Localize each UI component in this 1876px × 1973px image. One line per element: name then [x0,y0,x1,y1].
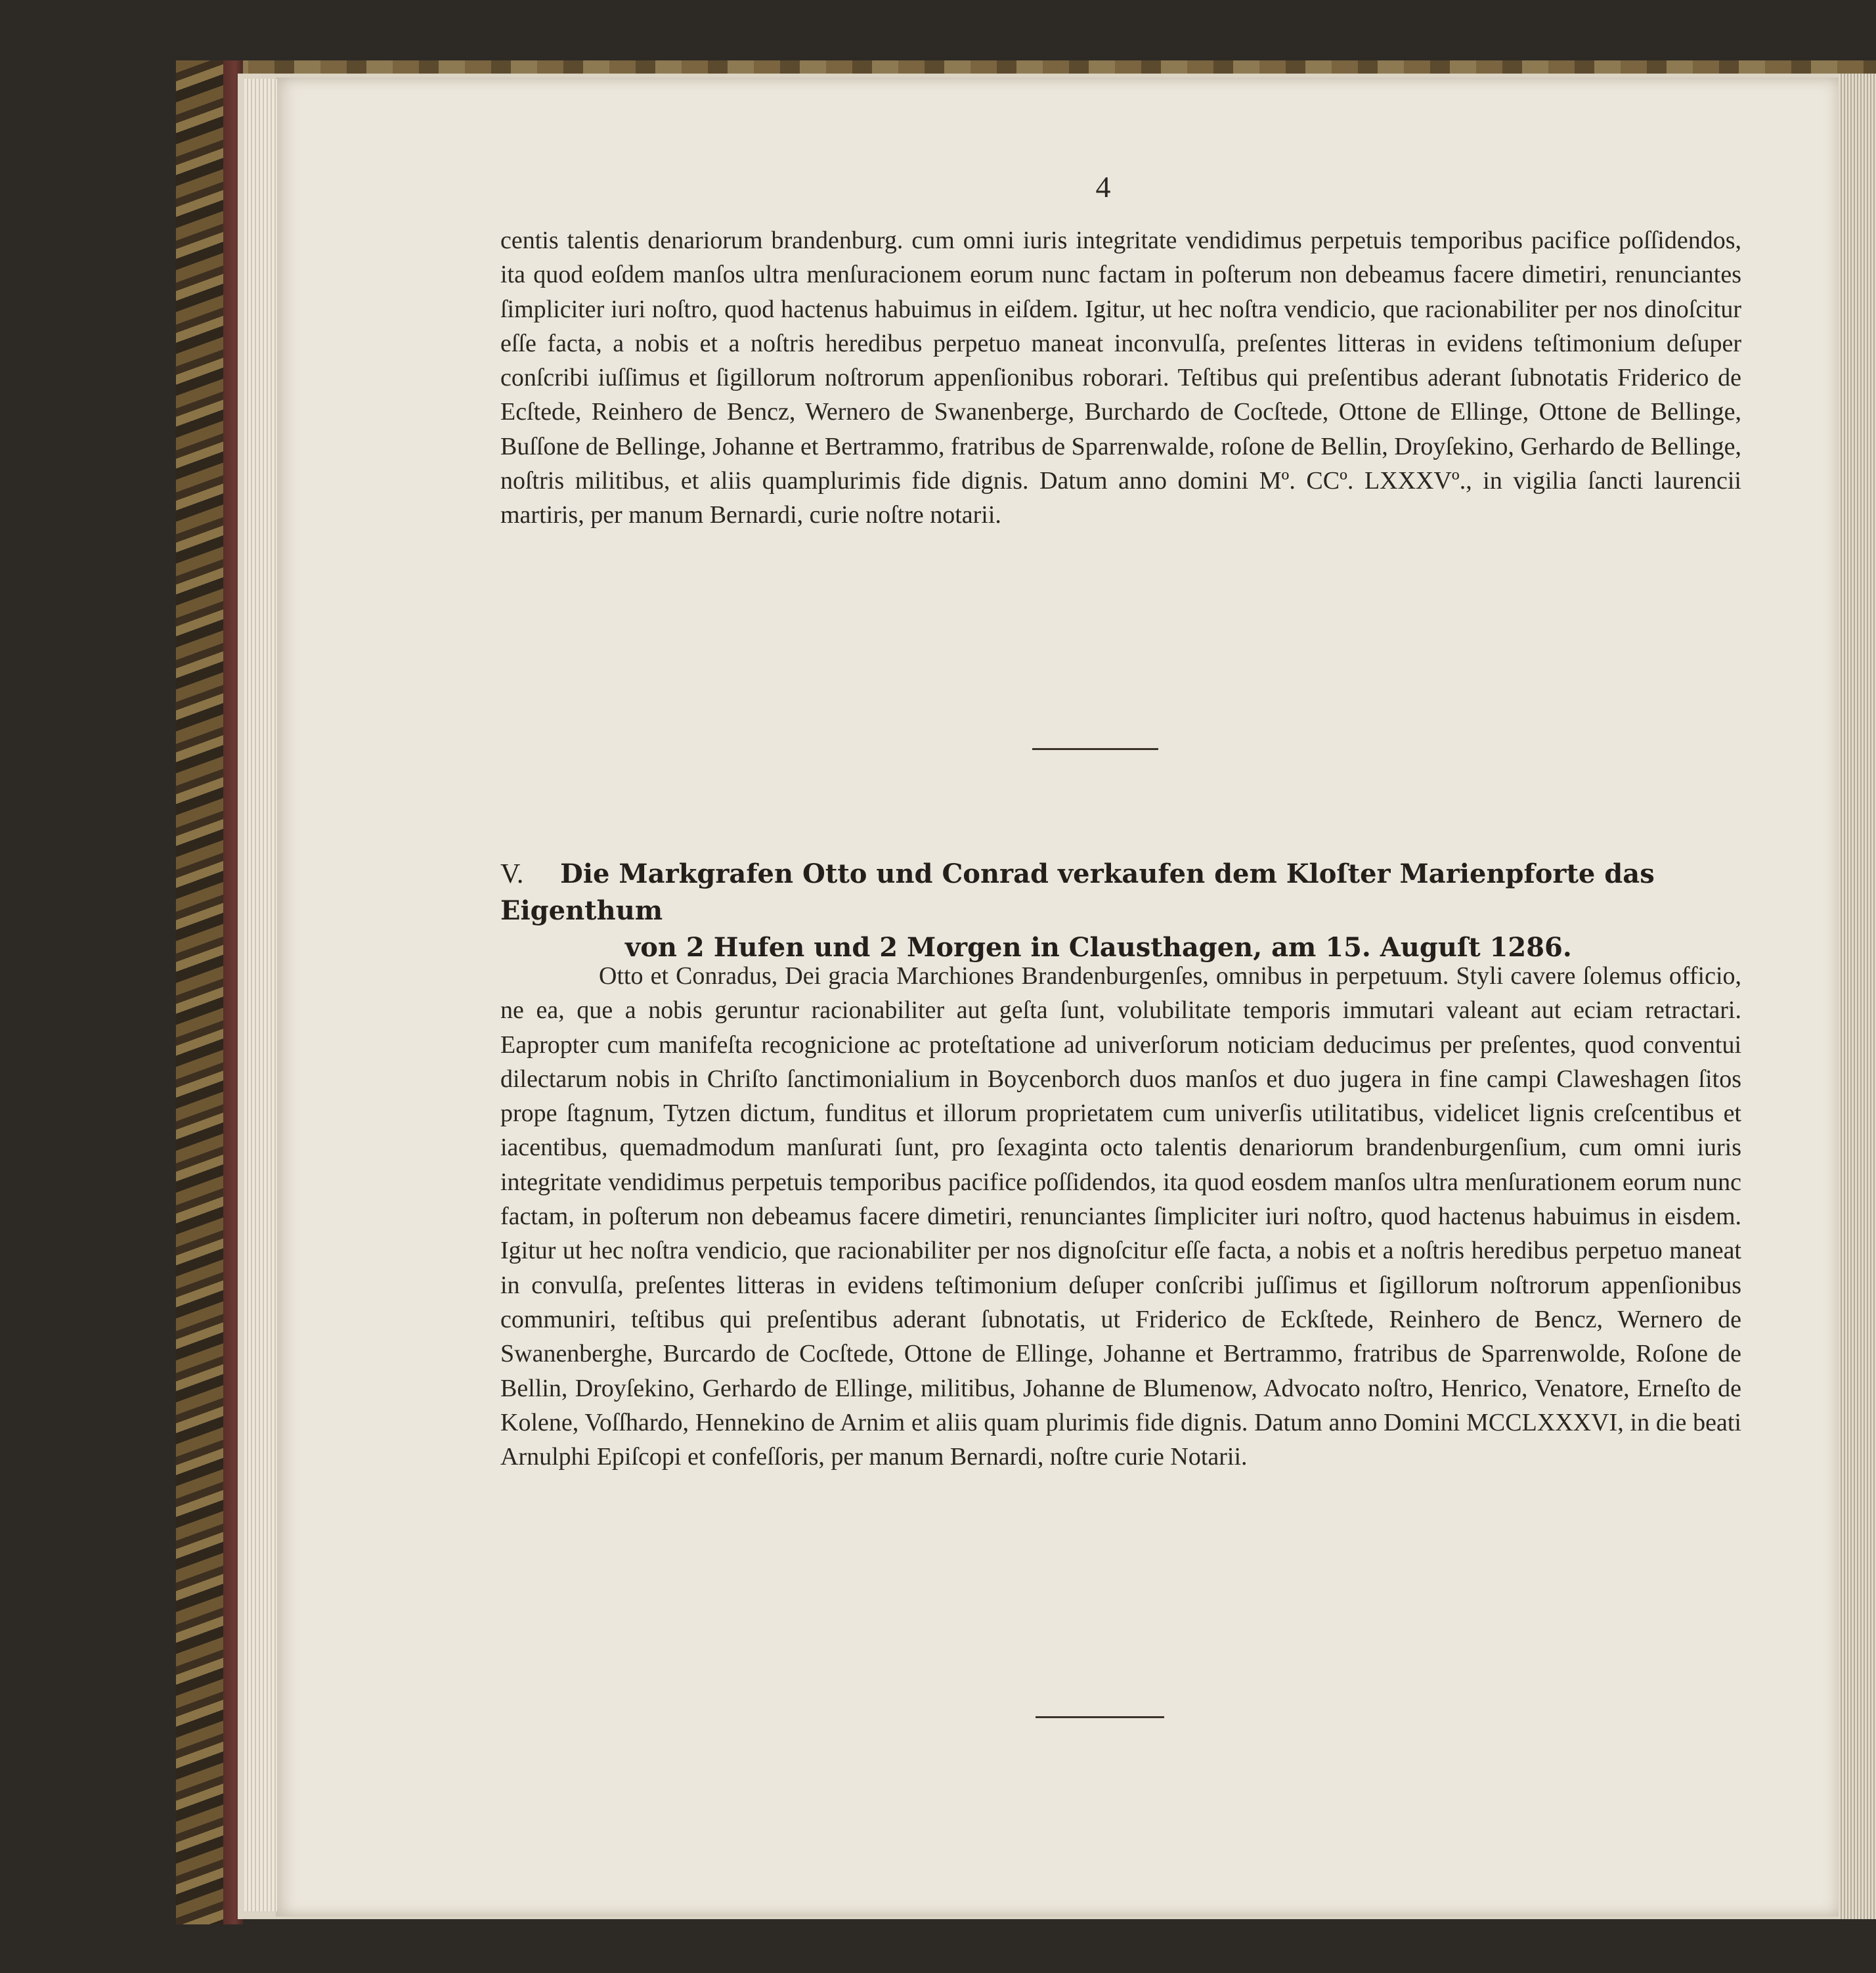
page-number: 4 [1095,170,1111,204]
section-title-line-2: von 2 Hufen und 2 Morgen in Clausthagen, am 15. Auguſt 1286. [625,932,1572,963]
continuation-text: centis talentis denariorum brandenburg. cum omni iuris integritate vendidimus perpetuis temporibus pacifice poſſidendos, ita quod eoſdem manſos ultra menſuracionem eorum nunc factam in poſterum non debeamus facere dimetiri, renunciantes ſimpliciter iuri noſtro, quod hactenus habuimus in eiſdem. Igitur, ut hec noſtra vendicio, que racionabiliter per nos dinoſcitur eſſe facta, a nobis et a noſtris heredibus perpetuo maneat inconvulſa, preſentes litteras in evidens teſtimonium deſuper conſcribi iuſſimus et ſigillorum noſtrorum appenſionibus roborari. Teſtibus qui preſentibus aderant ſubnotatis Friderico de Ecſtede, Reinhero de Bencz, Wernero de Swanenberge, Burchardo de Cocſtede, Ottone de Ellinge, Ottone de Bellinge, Buſſone de Bellinge, Johanne et Bertrammo, fratribus de Sparrenwalde, roſone de Bellin, Droyſekino, Gerhardo de Bellinge, noſtris militibus, et aliis quamplurimis fide dignis. Datum anno domini Mº. CCº. LXXXVº., in vigilia ſancti laurencii martiris, per manum Bernardi, curie noſtre notarii. [500,227,1741,529]
section-divider-bottom [1036,1716,1164,1718]
continuation-paragraph [500,223,1741,533]
section-heading-line-1 [500,856,1741,929]
section-title-line-1: Die Markgrafen Otto und Conrad verkaufen dem Kloſter Marienpforte das Eigenthum [500,858,1655,926]
section-text: Otto et Conradus, Dei gracia Marchiones Brandenburgenſes, omnibus in perpetuum. Styli cavere ſolemus officio, ne ea, que a nobis geruntur racionabiliter aut geſta ſunt, volubilitate temporis immutari valeant aut eciam retractari. Eapropter cum manifeſta recognicione ac proteſtatione ad univerſorum noticiam deducimus per preſentes, quod conventui dilectarum nobis in Chriſto ſanctimonialium in Boycenborch duos manſos et duo jugera in fine campi Claweshagen ſitos prope ſtagnum, Tytzen dictum, funditus et illorum proprietatem cum univerſis utilitatibus, videlicet lignis creſcentibus et iacentibus, quemadmodum manſurati ſunt, pro ſexaginta octo talentis denariorum brandenburgenſium, cum omni iuris integritate vendidimus perpetuis temporibus pacifice poſſidendos, ita quod eosdem manſos ultra menſurationem eorum nunc factam, in poſterum non debeamus facere dimetiri, renunciantes ſimpliciter iuri noſtro, quod hactenus habuimus in eisdem. Igitur ut hec noſtra vendicio, que racionabiliter per nos dignoſcitur eſſe facta, a nobis et a noſtris heredibus perpetuo maneat in convulſa, preſentes litteras in evidens teſtimonium deſuper conſcribi juſſimus et ſigillorum noſtrorum appenſionibus communiri, teſtibus qui preſentibus aderant ſubnotatis, ut Friderico de Eckſtede, Reinhero de Bencz, Wernero de Swanenberghe, Burcardo de Cocſtede, Ottone de Ellinge, Johanne et Bertrammo, fratribus de Sparrenwolde, Roſone de Bellin, Droyſekino, Gerhardo de Ellinge, militibus, Johanne de Blumenow, Advocato noſtro, Henrico, Venatore, Erneſto de Kolene, Voſſhardo, Hennekino de Arnim et aliis quam plurimis fide dignis. Datum anno Domini MCCLXXXVI, in die beati Arnulphi Epiſcopi et confeſſoris, per manum Bernardi, noſtre curie Notarii. [500,962,1741,1471]
section-number: V. [500,859,524,889]
section-paragraph [500,959,1741,1474]
right-page-edges [1839,74,1876,1919]
left-page-edges [244,79,277,1911]
section-heading [500,856,1741,966]
section-divider-top [1032,748,1158,750]
